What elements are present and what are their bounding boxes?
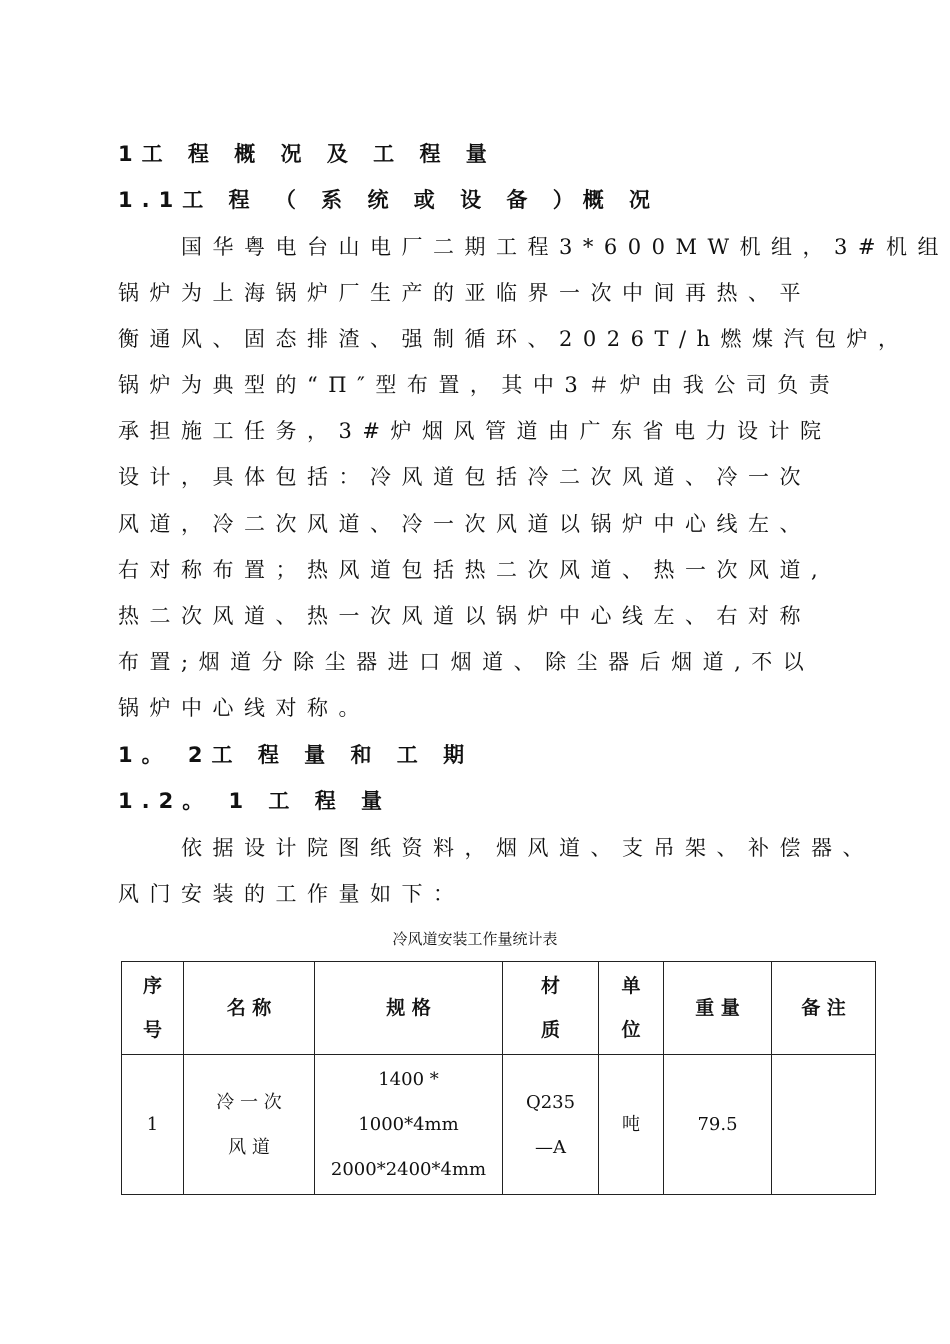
header-weight: 重 量 [664,962,772,1055]
paragraph-line: 衡通风、固态排渣、强制循环、2026T/h燃煤汽包炉， [118,327,910,351]
header-material: 材 质 [503,962,599,1055]
cell-seq: 1 [122,1055,184,1195]
heading-1-1: 1.1工 程 （ 系 统 或 设 备 ）概 况 [118,188,659,212]
paragraph-line: 锅炉为典型的“Π″型布置，其中3＃炉由我公司负责 [118,373,841,397]
table-row [122,1055,876,1195]
heading-1: 1工 程 概 况 及 工 程 量 [118,142,496,166]
cell-name: 冷 一 次 风 道 [184,1055,315,1195]
cell-material: Q235 —A [503,1055,599,1195]
paragraph-line: 右对称布置；热风道包括热二次风道、热一次风道, [118,558,829,582]
paragraph-line: 锅炉为上海锅炉厂生产的亚临界一次中间再热、平 [118,281,811,305]
header-seq: 序 号 [122,962,184,1055]
paragraph-line: 热二次风道、热一次风道以锅炉中心线左、右对称 [118,604,811,628]
paragraph-line: 国华粤电台山电厂二期工程3*600MW机组，3#机组 [118,235,949,259]
paragraph-line: 承担施工任务，3#炉烟风管道由广东省电力设计院 [118,419,832,443]
heading-1-2-1: 1.2。 1 工 程 量 [118,789,392,813]
heading-1-2: 1。 2工 程 量 和 工 期 [118,743,474,767]
paragraph-line: 布置;烟道分除尘器进口烟道、除尘器后烟道,不以 [118,650,815,674]
cell-unit: 吨 [599,1055,664,1195]
cell-remark [772,1055,876,1195]
table-header-row [122,962,876,1055]
cell-spec: 1400 * 1000*4mm 2000*2400*4mm [315,1055,503,1195]
header-unit: 单 位 [599,962,664,1055]
paragraph-line: 依据设计院图纸资料，烟风道、支吊架、补偿器、 [118,836,874,860]
header-spec: 规 格 [315,962,503,1055]
paragraph-line: 锅炉中心线对称。 [118,696,370,720]
paragraph-line: 设计，具体包括：冷风道包括冷二次风道、冷一次 [118,465,811,489]
header-name: 名 称 [184,962,315,1055]
cell-weight: 79.5 [664,1055,772,1195]
table-caption: 冷风道安装工作量统计表 [392,930,558,948]
workload-table [121,961,876,1195]
header-remark: 备 注 [772,962,876,1055]
paragraph-line: 风道，冷二次风道、冷一次风道以锅炉中心线左、 [118,512,811,536]
paragraph-line: 风门安装的工作量如下： [118,882,465,906]
